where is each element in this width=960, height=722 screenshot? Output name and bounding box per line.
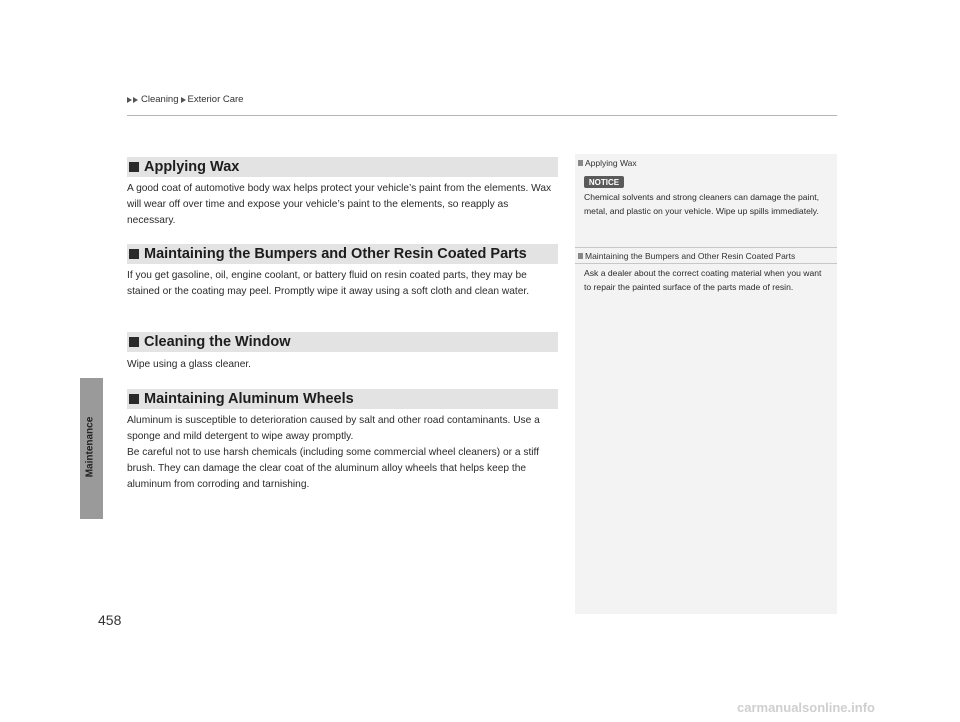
section-heading-window: [127, 332, 558, 352]
heading-text: Maintaining Aluminum Wheels: [144, 391, 354, 407]
header-divider: [127, 115, 837, 116]
breadcrumb-item-exterior-care[interactable]: Exterior Care: [187, 94, 244, 105]
note-text-bumpers: Ask a dealer about the correct coating material when you want to repair the painted surface of the parts made of resin.: [584, 268, 822, 292]
note-title-applying-wax: Applying Wax: [578, 158, 637, 168]
section-body-bumpers: [127, 268, 559, 300]
note-title-bumpers: Maintaining the Bumpers and Other Resin Coated Parts: [578, 251, 795, 261]
breadcrumb-arrow-icon: [133, 97, 138, 103]
paragraph: Aluminum is susceptible to deterioration caused by salt and other road contaminants. Use a sponge and mild detergent to wipe away promptly.: [127, 415, 540, 442]
breadcrumb-item-cleaning[interactable]: Cleaning: [141, 94, 179, 105]
watermark: carmanualsonline.info: [737, 700, 875, 715]
reference-marker-icon: [578, 253, 583, 259]
section-body-applying-wax: [127, 181, 559, 229]
side-notes-panel: [575, 154, 837, 614]
section-body-window: [127, 357, 559, 373]
note-text-applying-wax: Chemical solvents and strong cleaners can damage the paint, metal, and plastic on your vehicle. Wipe up spills immediately.: [584, 192, 820, 216]
paragraph: Be careful not to use harsh chemicals (including some commercial wheel cleaners) or a stiff brush. They can damage the clear coat of the aluminum alloy wheels that helps keep the aluminum from corroding and tarnishing.: [127, 447, 540, 490]
paragraph: Wipe using a glass cleaner.: [127, 359, 252, 370]
paragraph: A good coat of automotive body wax helps protect your vehicle’s paint from the elements. Wax will wear off over time and expose your vehicle’s paint to the elements, so reapply as necessary.: [127, 183, 552, 226]
breadcrumb: [127, 94, 243, 105]
square-bullet-icon: [129, 249, 139, 259]
reference-marker-icon: [578, 160, 583, 166]
page-number: 458: [98, 612, 122, 628]
heading-text: Applying Wax: [144, 159, 240, 175]
section-heading-aluminum-wheels: [127, 389, 558, 409]
square-bullet-icon: [129, 162, 139, 172]
square-bullet-icon: [129, 394, 139, 404]
side-tab-label: Maintenance: [84, 416, 96, 478]
note-divider: [575, 263, 837, 264]
note-divider: [575, 247, 837, 248]
heading-text: Cleaning the Window: [144, 334, 291, 350]
breadcrumb-arrow-icon: [181, 97, 186, 103]
notice-badge: NOTICE: [584, 176, 624, 188]
section-body-aluminum-wheels: [127, 413, 559, 493]
section-heading-applying-wax: [127, 157, 558, 177]
section-heading-bumpers: [127, 244, 558, 264]
breadcrumb-arrow-icon: [127, 97, 132, 103]
heading-text: Maintaining the Bumpers and Other Resin Coated Parts: [144, 246, 527, 262]
square-bullet-icon: [129, 337, 139, 347]
paragraph: If you get gasoline, oil, engine coolant, or battery fluid on resin coated parts, they may be stained or the coating may peel. Promptly wipe it away using a soft cloth and clean water.: [127, 270, 530, 297]
